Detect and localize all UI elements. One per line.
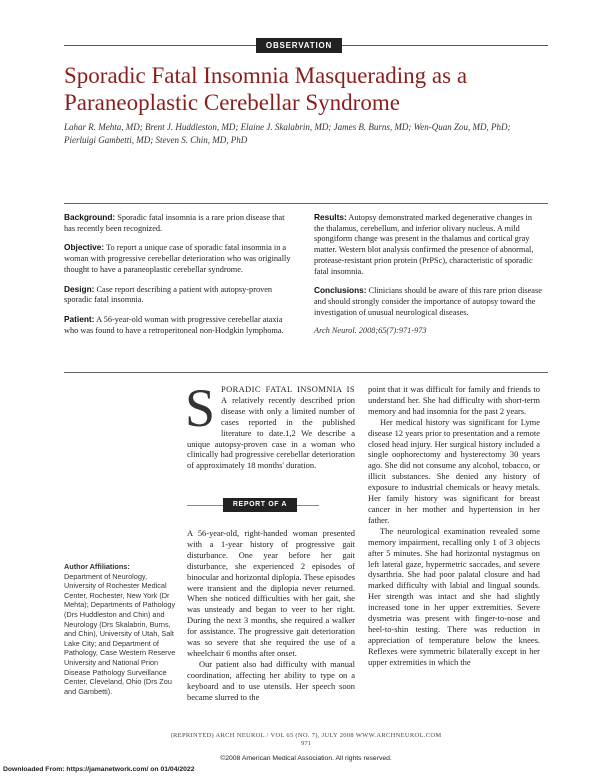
abstract-citation: Arch Neurol. 2008;65(7):971-973 <box>314 326 427 336</box>
abstract-right-column <box>314 212 542 345</box>
author-list: Lahar R. Mehta, MD; Brent J. Huddleston, MD; Elaine J. Skalabrin, MD; James B. Burns, MD; Wen-Quan Zou, MD, PhD; Pierluigi Gambetti, MD; Steven S. Chin, MD, PhD <box>64 122 511 145</box>
case-paragraph-3: point that it was difficult for family and friends to understand her. She had difficulty with short-term memory and had insomnia for the past 2 years. <box>368 384 540 416</box>
abstract-left-column <box>64 212 292 344</box>
report-heading: REPORT OF A CASE <box>223 498 297 512</box>
abstract-results: Results: Autopsy demonstrated marked degenerative changes in the thalamus, cerebellum, and inferior olivary nucleus. A mild spongiform change was present in the thalamus and cortical gray matter. Western blot analysis confirmed the presence of abnormal, protease-resistant prion protein (PrPSc), characteristic of sporadic fatal insomnia. <box>314 212 534 276</box>
abstract-bottom-rule <box>64 372 548 373</box>
download-stamp: Downloaded From: https://jamanetwork.com/ on 01/04/2022 <box>3 766 195 773</box>
copyright-line: ©2008 American Medical Association. All rights reserved. <box>220 755 392 762</box>
case-paragraph-4: Her medical history was significant for Lyme disease 12 years prior to presentation and a remote closed head injury. Her surgical history included a single oophorectomy and hysterectomy 30 years ago. She did not consume any alcohol, tobacco, or illicit substances. She denied any history of exposure to industrial chemicals or heavy metals. Her family history was significant for breast cancer in her mother and hypertension in her father. <box>368 416 540 525</box>
page-number: 971 <box>301 740 311 747</box>
case-paragraph-5: The neurological examination revealed some memory impairment, recalling only 1 of 3 objects after 5 minutes. She had horizontal nystagmus on left lateral gaze, hypermetric saccades, and severe dysarthria. She had poor palatal closure and had marked difficulty with labial and lingual sounds. Her strength was intact and she had slightly increased tone in her upper extremities. Severe dysmetria was present with finger-to-nose and heel-to-shin testing. There was reduction in appreciation of temperature below the knees. Reflexes were symmetric bilaterally except in her upper extremities in which the <box>368 525 540 667</box>
intro-lead: PORADIC FATAL INSOMNIA IS A <box>221 384 355 405</box>
abstract-top-rule <box>64 203 548 204</box>
case-paragraph-2: Our patient also had difficulty with manual coordination, affecting her ability to type on a keyboard and to use utensils. Her speech soon became slurred to the <box>187 658 355 702</box>
article-title: Sporadic Fatal Insomnia Masquerading as a Paraneoplastic Cerebellar Syndrome <box>64 63 468 115</box>
abstract-objective: Objective: To report a unique case of sporadic fatal insomnia in a woman with progressive cerebellar deterioration who was originally thought to have a paraneoplastic cerebellar syndrome. <box>64 242 291 274</box>
intro-text: relatively recently described prion disease with only a limited number of cases reported in the published literature to date.1,2 We describe a unique autopsy-proven case in a woman who clinically had progressive cerebellar deterioration of approximately 18 months' duration. <box>187 394 356 471</box>
intro-paragraph <box>185 378 356 471</box>
case-column-3 <box>368 384 540 668</box>
affiliations-text: Department of Neurology, University of Rochester Medical Center, Rochester, New York (Dr Mehta); Departments of Pathology (Drs Huddleston and Chin) and Neurology (Drs Skalabrin, Burns, and Chin), University of Utah, Salt Lake City; and Department of Pathology, Case Western Reserve University and National Prion Disease Pathology Surveillance Center, Cleveland, Ohio (Drs Zou and Gambetti). <box>64 571 176 696</box>
abstract-design: Design: Case report describing a patient with autopsy-proven sporadic fatal insomnia. <box>64 283 273 305</box>
drop-cap: S <box>185 378 216 438</box>
section-tag: OBSERVATION <box>256 38 342 53</box>
abstract-conclusions: Conclusions: Clinicians should be aware of this rare prion disease and should strongly consider the importance of autopsy toward the investigation of unusual neurological diseases. <box>314 285 542 317</box>
journal-footer: (REPRINTED) ARCH NEUROL / VOL 65 (NO. 7), JULY 2008 WWW.ARCHNEUROL.COM <box>170 732 442 739</box>
case-paragraph-1: A 56-year-old, right-handed woman presented with a 1-year history of progressive gait disturbance. One year before her gait disturbance, she experienced 2 episodes of binocular and horizontal diplopia. These episodes were transient and the diplopia never returned. When she noticed difficulties with her gait, she was unsteady and began to veer to her right. During the next 3 months, she required a walker for assistance. The progressive gait deterioration was so severe that she required the use of a wheelchair 6 months after onset. <box>187 528 355 658</box>
affiliations-heading: Author Affiliations: <box>64 562 130 571</box>
author-affiliations <box>64 562 176 696</box>
abstract-patient: Patient: A 56-year-old woman with progressive cerebellar ataxia who was found to have a retroperitoneal non-Hodgkin lymphoma. <box>64 313 284 335</box>
case-column-2 <box>187 528 355 703</box>
abstract-background: Background: Sporadic fatal insomnia is a rare prion disease that has recently been recognized. <box>64 212 285 233</box>
